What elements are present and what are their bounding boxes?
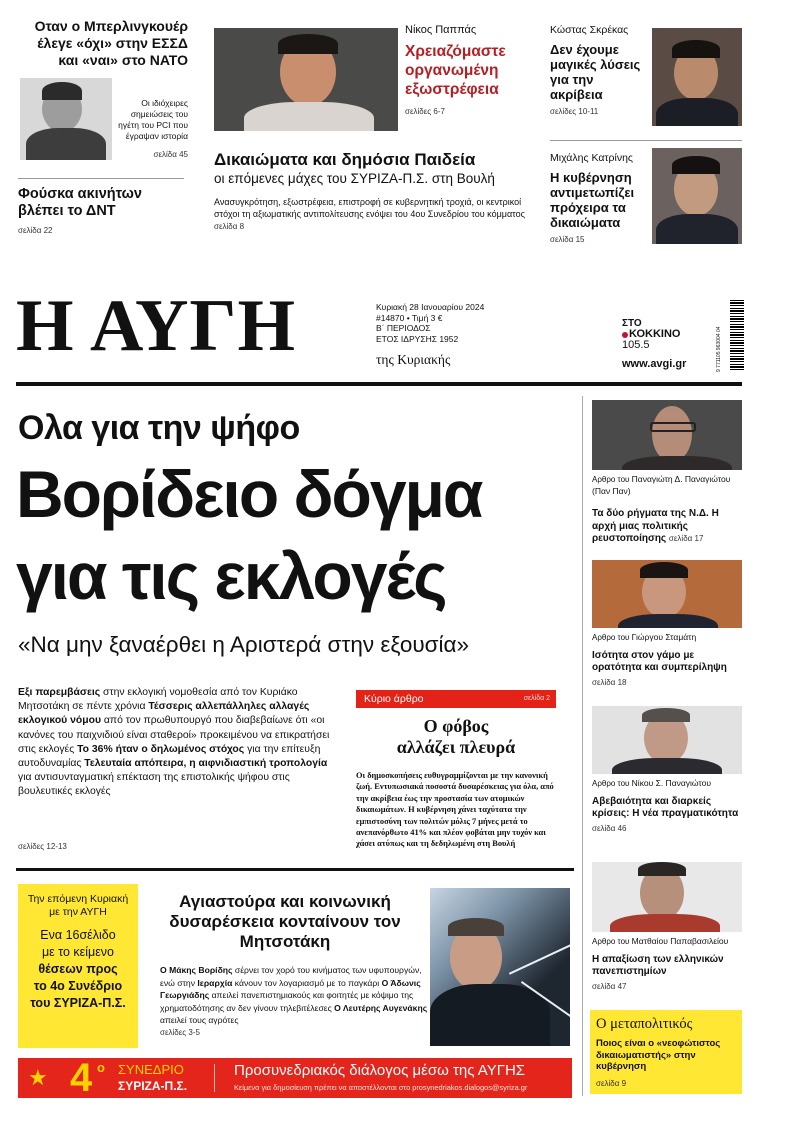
banner-sub: Κείμενα για δημοσίευση πρέπει να αποστέλλονται στο prosynedriakos.dialogos@syriza.gr — [234, 1083, 528, 1092]
promo-line5: θέσεων προς — [38, 962, 118, 976]
sidebar-2-title: Ισότητα στον γάμο με ορατότητα και συμπερίληψη — [592, 649, 727, 673]
skrekas-author: Κώστας Σκρέκας — [550, 24, 629, 36]
masthead-date: Κυριακή 28 Ιανουαρίου 2024 — [376, 302, 485, 312]
sidebar-divider — [582, 396, 583, 1096]
website-link[interactable]: www.avgi.gr — [622, 358, 687, 370]
bold-run: Τέσσερις αλλεπάλληλες αλλαγές εκλογικού νόμου — [18, 701, 310, 727]
masthead-issue: #14870 • Τιμή 3 € — [376, 312, 443, 323]
pappas-photo — [214, 28, 398, 131]
masthead-info — [376, 302, 484, 344]
text-run: σέρνει τον χορό του κινήματος των υφυπουργών, ενώ στην — [160, 965, 422, 988]
skrekas-article[interactable] — [550, 24, 645, 124]
masthead-founded: ΕΤΟΣ ΙΔΡΥΣΗΣ 1952 — [376, 333, 459, 344]
rights-page: σελίδα 8 — [214, 222, 245, 231]
sidebar-item-3[interactable] — [592, 778, 742, 833]
mitsotakis-body — [160, 964, 428, 1027]
radio-freq: 105.5 — [622, 339, 650, 351]
bold-run: Ο Μάκης Βορίδης — [160, 965, 233, 975]
banner-word1: ΣΥΝΕΔΡΙΟ — [118, 1062, 184, 1077]
katrinis-page: σελίδα 15 — [550, 235, 585, 244]
sidebar-1-photo — [592, 400, 742, 470]
editorial-page: σελίδα 2 — [523, 695, 550, 702]
sidebar-item-2[interactable] — [592, 632, 742, 687]
banner-ordinal: ο — [97, 1060, 105, 1075]
metapol-page: σελίδα 9 — [596, 1078, 627, 1088]
berlinguer-photo — [20, 78, 112, 160]
sidebar-3-byline-pre: Αρθρο του — [592, 779, 630, 788]
text-run: από τον πρωθυπουργό που διαβεβαίωνε ότι «οι κανόνες του παιχνιδιού είναι σταθεροί» προκειμένου να επικρατήσει στις εκλογές — [18, 715, 330, 755]
promo-line4: με το κείμενο — [41, 945, 114, 959]
mitsotakis-body-text — [160, 965, 427, 1025]
sidebar-1-byline-pre: Αρθρο του — [592, 475, 630, 484]
bold-run: Εξι παρεμβάσεις — [18, 687, 101, 698]
divider — [550, 140, 742, 141]
katrinis-author: Μιχάλης Κατρίνης — [550, 152, 633, 164]
sidebar-3-photo — [592, 706, 742, 774]
radio-line2: ΚΟΚΚΙΝΟ — [629, 328, 681, 340]
sidebar-4-title: Η απαξίωση των ελληνικών πανεπιστημίων — [592, 953, 724, 977]
sidebar-2-byline-pre: Αρθρο του — [592, 633, 630, 642]
barcode — [730, 300, 744, 372]
text-run: απειλεί τους αγρότες — [160, 1015, 239, 1026]
masthead-subtitle: της Κυριακής — [376, 352, 451, 367]
text-run: για την επίτευξη αυτοδυναμίας — [18, 743, 321, 770]
banner-number: 4 — [70, 1058, 93, 1098]
katrinis-photo — [652, 148, 742, 244]
sidebar-1-title: Τα δύο ρήγματα της Ν.Δ. Η αρχή μιας πολιτικής ρευστοποίησης — [592, 508, 719, 544]
pappas-page: σελίδες 6-7 — [405, 107, 445, 116]
masthead-logo[interactable]: Η ΑΥΓΗ — [16, 285, 297, 367]
bold-run: Το 36% ήταν ο δηλωμένος στόχος — [77, 743, 245, 755]
text-run: κάνουν τον λογαριασμό με το παγκάρι — [232, 977, 382, 988]
metapol-label: Ο μεταπολιτικός — [596, 1016, 693, 1032]
promo-line7: του ΣΥΡΙΖΑ-Π.Σ. — [30, 996, 126, 1010]
sidebar-4-author: Ματθαίου Παπαβασιλείου — [631, 936, 729, 946]
editorial-text: Οι δημοσκοπήσεις ευθυγραμμίζονται με την κανονική ζωή. Εντυπωσιακά ποσοστά δυσαρέσκειας για όλα, από την ακρίβεια έως την προστασία των ατομικών δικαιωμάτων. Η κυβέρνηση χάνει ταχύτατα την εμπιστοσύνη των πολιτών μόλις 7 μήνες μετά το ανεπανόρθωτο 41% και πλέον φοβάται μην τυχόν και χάσει ατύπως και τη δεδηλωμένη στη Βουλή — [356, 771, 554, 849]
lead-quote: «Να μην ξαναέρθει η Αριστερά στην εξουσία» — [18, 632, 470, 657]
mitsotakis-photo — [430, 888, 570, 1046]
banner-title: Προσυνεδριακός διάλογος μέσω της ΑΥΓΗΣ — [234, 1062, 526, 1079]
sidebar-4-page: σελίδα 47 — [592, 981, 627, 991]
berlinguer-article[interactable] — [18, 18, 188, 163]
lead-kicker: Ολα για την ψήφο — [18, 409, 300, 447]
metapol-title: Ποιος είναι ο «νεοφώτιστος δικαιωματιστής» στην κυβέρνηση — [596, 1038, 721, 1072]
housing-article[interactable] — [18, 186, 188, 246]
promo-line2: με την ΑΥΓΗ — [49, 906, 107, 918]
text-run: για αντισυνταγματική επέκταση της επιστολικής ψήφου στις βουλευτικές εκλογές — [18, 772, 290, 798]
divider — [18, 178, 184, 179]
barcode-number: 9 771105 963004 04 — [716, 326, 722, 372]
pappas-author: Νίκος Παππάς — [405, 24, 477, 36]
sidebar-3-author: Νίκου Σ. Παναγιώτου — [631, 778, 712, 788]
text-run: στην εκλογική νομοθεσία από τον Κυριάκο Μητσοτάκη σε πέντε χρόνια — [18, 687, 298, 713]
editorial-label: Κύριο άρθρο — [364, 693, 424, 705]
sidebar-2-author: Γιώργου Σταμάτη — [631, 632, 697, 642]
lead-headline-1[interactable]: Βορίδειο δόγμα — [16, 457, 482, 531]
sidebar-1-author: Παναγιώτη Δ. Παναγιώτου (Παν Παν) — [592, 474, 731, 496]
rights-text: Ανασυγκρότηση, εξωστρέφεια, επιστροφή σε κυβερνητική τροχιά, οι κεντρικοί στόχοι τη αξιωματικής αντιπολίτευσης ενόψει του 4ου Συνεδρίου του κόμματος — [214, 197, 525, 219]
pappas-article[interactable] — [405, 24, 530, 124]
bold-run: Ιεραρχία — [197, 977, 233, 988]
mitsotakis-page: σελίδες 3-5 — [160, 1028, 200, 1037]
congress-banner[interactable] — [18, 1058, 572, 1098]
sidebar-2-page: σελίδα 18 — [592, 677, 627, 687]
sidebar-item-1[interactable] — [592, 474, 742, 546]
housing-page: σελίδα 22 — [18, 226, 53, 235]
promo-line1: Την επόμενη Κυριακή — [27, 893, 129, 905]
star-icon: ★ — [28, 1065, 48, 1090]
text-run: απειλεί πανεπιστημιακούς και φοιτητές με κόψιμο της χρηματοδότησης αν δεν γίνουν τηλεβιτέλεσες — [160, 990, 414, 1013]
sidebar-item-4[interactable] — [592, 936, 742, 991]
rights-subtitle: οι επόμενες μάχες του ΣΥΡΙΖΑ-Π.Σ. στη Βουλή — [214, 171, 495, 186]
rights-title: Δικαιώματα και δημόσια Παιδεία — [214, 150, 476, 169]
sidebar-1-page: σελίδα 17 — [668, 534, 704, 543]
sidebar-4-photo — [592, 862, 742, 932]
katrinis-article[interactable] — [550, 152, 650, 252]
masthead-rule — [16, 382, 742, 386]
pappas-title: Χρειαζόμαστε οργανωμένη εξωστρέφεια — [405, 43, 506, 98]
katrinis-title: Η κυβέρνηση αντιμετωπίζει πρόχειρα τα δικαιώματα — [550, 170, 635, 230]
lead-headline-2[interactable]: για τις εκλογές — [16, 539, 446, 613]
bold-run: Ο Λευτέρης Αυγενάκης — [334, 1002, 428, 1013]
promo-line6: το 4ο Συνέδριο — [33, 979, 123, 993]
metapol-box[interactable] — [590, 1010, 742, 1094]
radio-dot-icon — [622, 332, 628, 338]
sidebar-3-title: Αβεβαιότητα και διαρκείς κρίσεις: Η νέα πραγματικότητα — [592, 795, 739, 819]
banner-word2: ΣΥΡΙΖΑ-Π.Σ. — [118, 1079, 188, 1093]
skrekas-title: Δεν έχουμε μαγικές λύσεις για την ακρίβεια — [550, 42, 641, 102]
lead-body-text — [18, 687, 329, 797]
radio-logo[interactable] — [622, 318, 680, 351]
section-rule — [16, 868, 574, 871]
promo-line3: Ενα 16σέλιδο — [40, 928, 116, 942]
sidebar-2-photo — [592, 560, 742, 628]
sidebar-3-page: σελίδα 46 — [592, 823, 627, 833]
lead-page: σελίδες 12-13 — [18, 842, 67, 851]
banner-divider — [214, 1064, 215, 1092]
editorial-label-bar — [356, 690, 556, 708]
housing-title: Φούσκα ακινήτων βλέπει το ΔΝΤ — [18, 186, 142, 219]
rights-article[interactable] — [214, 150, 539, 250]
mitsotakis-title[interactable]: Αγιαστούρα και κοινωνική δυσαρέσκεια κονταίνουν τον Μητσοτάκη — [169, 892, 401, 951]
masthead-period: Β΄ ΠΕΡΙΟΔΟΣ — [376, 323, 431, 333]
skrekas-page: σελίδες 10-11 — [550, 107, 599, 116]
berlinguer-page: σελίδα 45 — [153, 150, 188, 159]
editorial-title[interactable]: Ο φόβος αλλάζει πλευρά — [396, 716, 516, 757]
promo-box[interactable] — [18, 884, 138, 1048]
berlinguer-title: Οταν ο Μπερλινγκουέρ έλεγε «όχι» στην ΕΣΣΔ και «ναι» στο ΝΑΤΟ — [34, 18, 188, 68]
radio-line1: ΣΤΟ — [622, 318, 642, 329]
bold-run: Τελευταία απόπειρα, η αιφνιδιαστική τροπολογία — [84, 758, 328, 770]
skrekas-photo — [652, 28, 742, 126]
berlinguer-desc: Οι ιδιόχειρες σημειώσεις του ηγέτη του PCI που έγραψαν ιστορία — [118, 98, 188, 141]
lead-body — [18, 686, 338, 800]
sidebar-4-byline-pre: Αρθρο του — [592, 937, 630, 946]
bold-run: Ο Άδωνις Γεωργιάδης — [160, 977, 421, 1001]
